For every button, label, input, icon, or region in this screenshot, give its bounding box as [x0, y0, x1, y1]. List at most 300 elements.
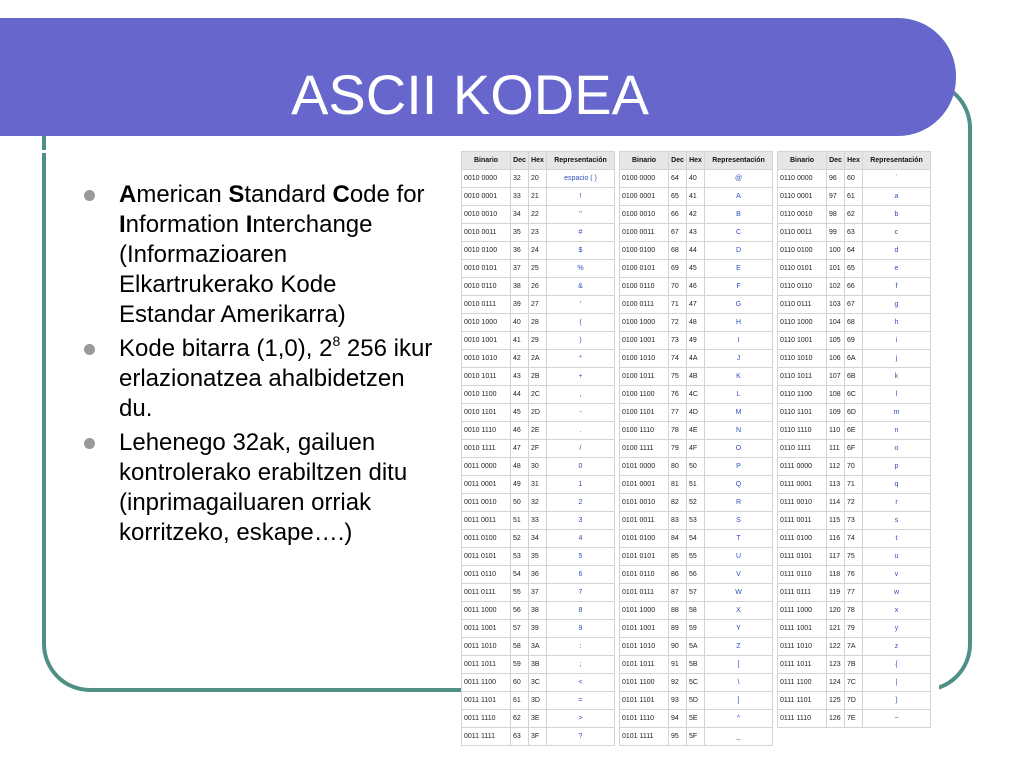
table-row	[462, 422, 931, 440]
code-cell: 93	[669, 692, 687, 710]
code-cell: 64	[669, 170, 687, 188]
representation-cell: b	[863, 206, 931, 224]
code-cell: 71	[845, 476, 863, 494]
code-cell: 3E	[529, 710, 547, 728]
bullet-dot-icon	[84, 190, 95, 201]
code-cell: 43	[511, 368, 529, 386]
representation-cell: /	[547, 440, 615, 458]
code-cell: 81	[669, 476, 687, 494]
code-cell: 0110 1010	[778, 350, 827, 368]
bullet-text: S	[228, 181, 245, 208]
representation-cell: G	[705, 296, 773, 314]
code-cell: 0010 0000	[462, 170, 511, 188]
code-cell: 0101 1011	[620, 656, 669, 674]
representation-cell: &	[547, 278, 615, 296]
code-cell: 0110 1111	[778, 440, 827, 458]
code-cell: 60	[511, 674, 529, 692]
code-cell: 114	[827, 494, 845, 512]
representation-cell: 0	[547, 458, 615, 476]
code-cell: 0100 0100	[620, 242, 669, 260]
code-cell: 122	[827, 638, 845, 656]
code-cell: 99	[827, 224, 845, 242]
code-cell: 51	[511, 512, 529, 530]
code-cell: 44	[687, 242, 705, 260]
representation-cell: g	[863, 296, 931, 314]
code-cell: 70	[845, 458, 863, 476]
code-cell: 21	[529, 188, 547, 206]
code-cell: 69	[669, 260, 687, 278]
code-cell: 47	[511, 440, 529, 458]
code-cell: 0100 1001	[620, 332, 669, 350]
code-cell: 0101 1110	[620, 710, 669, 728]
representation-cell: }	[863, 692, 931, 710]
code-cell: 101	[827, 260, 845, 278]
code-cell: 0101 0010	[620, 494, 669, 512]
representation-cell: (	[547, 314, 615, 332]
code-cell: 50	[687, 458, 705, 476]
code-cell: 124	[827, 674, 845, 692]
representation-cell: F	[705, 278, 773, 296]
code-cell: 6C	[845, 386, 863, 404]
table-row	[462, 314, 931, 332]
code-cell: 0110 1000	[778, 314, 827, 332]
table-header-row	[462, 152, 931, 170]
code-cell: 0110 1011	[778, 368, 827, 386]
code-cell: 0110 0100	[778, 242, 827, 260]
code-cell: 0010 1110	[462, 422, 511, 440]
bullet-item	[84, 180, 434, 330]
code-cell: 0010 0011	[462, 224, 511, 242]
code-cell: 7B	[845, 656, 863, 674]
code-cell: 30	[529, 458, 547, 476]
code-cell: 0111 0000	[778, 458, 827, 476]
column-header: Hex	[845, 152, 863, 170]
table-row	[462, 278, 931, 296]
table-row	[462, 404, 931, 422]
code-cell: 0100 0111	[620, 296, 669, 314]
empty-cell	[827, 728, 845, 746]
representation-cell: t	[863, 530, 931, 548]
code-cell: 0101 1111	[620, 728, 669, 746]
bullet-dot-icon	[84, 438, 95, 449]
code-cell: 0111 1100	[778, 674, 827, 692]
code-cell: 53	[511, 548, 529, 566]
bullet-text: ode for	[349, 181, 425, 208]
representation-cell: j	[863, 350, 931, 368]
table-row	[462, 674, 931, 692]
representation-cell: \	[705, 674, 773, 692]
code-cell: 45	[687, 260, 705, 278]
bullet-text: I	[245, 211, 253, 238]
table-row	[462, 458, 931, 476]
representation-cell: +	[547, 368, 615, 386]
representation-cell: "	[547, 206, 615, 224]
code-cell: 35	[511, 224, 529, 242]
code-cell: 74	[669, 350, 687, 368]
code-cell: 90	[669, 638, 687, 656]
code-cell: 0101 1100	[620, 674, 669, 692]
representation-cell: q	[863, 476, 931, 494]
code-cell: 118	[827, 566, 845, 584]
code-cell: 47	[687, 296, 705, 314]
representation-cell: l	[863, 386, 931, 404]
code-cell: 29	[529, 332, 547, 350]
code-cell: 121	[827, 620, 845, 638]
code-cell: 0011 1101	[462, 692, 511, 710]
bullet-text: 256 ikur erlazionatzea ahalbidetzen du.	[119, 335, 433, 422]
code-cell: 37	[511, 260, 529, 278]
table-row	[462, 566, 931, 584]
representation-cell: i	[863, 332, 931, 350]
representation-cell: a	[863, 188, 931, 206]
code-cell: 62	[511, 710, 529, 728]
code-cell: 0011 1011	[462, 656, 511, 674]
empty-cell	[863, 728, 931, 746]
code-cell: 0010 0111	[462, 296, 511, 314]
code-cell: 0011 1111	[462, 728, 511, 746]
representation-cell: U	[705, 548, 773, 566]
code-cell: 75	[669, 368, 687, 386]
code-cell: 32	[529, 494, 547, 512]
code-cell: 0011 1110	[462, 710, 511, 728]
code-cell: 0010 1010	[462, 350, 511, 368]
representation-cell: |	[863, 674, 931, 692]
code-cell: 126	[827, 710, 845, 728]
representation-cell: ,	[547, 386, 615, 404]
table-row	[462, 638, 931, 656]
representation-cell: :	[547, 638, 615, 656]
bullet-text: A	[119, 181, 137, 208]
code-cell: 49	[687, 332, 705, 350]
representation-cell: .	[547, 422, 615, 440]
code-cell: 0101 0110	[620, 566, 669, 584]
code-cell: 5E	[687, 710, 705, 728]
code-cell: 35	[529, 548, 547, 566]
code-cell: 41	[687, 188, 705, 206]
representation-cell: '	[547, 296, 615, 314]
representation-cell: z	[863, 638, 931, 656]
code-cell: 40	[687, 170, 705, 188]
code-cell: 0010 1101	[462, 404, 511, 422]
representation-cell: m	[863, 404, 931, 422]
empty-cell	[845, 728, 863, 746]
code-cell: 0110 0011	[778, 224, 827, 242]
table-row	[462, 728, 931, 746]
representation-cell: h	[863, 314, 931, 332]
representation-cell: o	[863, 440, 931, 458]
code-cell: 5A	[687, 638, 705, 656]
code-cell: 72	[669, 314, 687, 332]
representation-cell: [	[705, 656, 773, 674]
code-cell: 0010 1111	[462, 440, 511, 458]
representation-cell: M	[705, 404, 773, 422]
code-cell: 79	[669, 440, 687, 458]
table-row	[462, 332, 931, 350]
code-cell: 42	[511, 350, 529, 368]
representation-cell: 7	[547, 584, 615, 602]
code-cell: 83	[669, 512, 687, 530]
code-cell: 0011 0110	[462, 566, 511, 584]
column-header: Representación	[705, 152, 773, 170]
table-row	[462, 188, 931, 206]
code-cell: 61	[845, 188, 863, 206]
code-cell: 6A	[845, 350, 863, 368]
representation-cell: R	[705, 494, 773, 512]
code-cell: 0110 0111	[778, 296, 827, 314]
code-cell: 84	[669, 530, 687, 548]
code-cell: 92	[669, 674, 687, 692]
code-cell: 3A	[529, 638, 547, 656]
code-cell: 5C	[687, 674, 705, 692]
representation-cell: ~	[863, 710, 931, 728]
representation-cell: u	[863, 548, 931, 566]
code-cell: 74	[845, 530, 863, 548]
code-cell: 0110 0001	[778, 188, 827, 206]
code-cell: 44	[511, 386, 529, 404]
table-row	[462, 710, 931, 728]
code-cell: 28	[529, 314, 547, 332]
table-row	[462, 512, 931, 530]
representation-cell: w	[863, 584, 931, 602]
code-cell: 0111 1110	[778, 710, 827, 728]
code-cell: 27	[529, 296, 547, 314]
code-cell: 26	[529, 278, 547, 296]
representation-cell: d	[863, 242, 931, 260]
representation-cell: V	[705, 566, 773, 584]
code-cell: 0011 1001	[462, 620, 511, 638]
code-cell: 59	[687, 620, 705, 638]
representation-cell: k	[863, 368, 931, 386]
code-cell: 0101 0000	[620, 458, 669, 476]
code-cell: 0111 1001	[778, 620, 827, 638]
code-cell: 64	[845, 242, 863, 260]
code-cell: 72	[845, 494, 863, 512]
table-row	[462, 494, 931, 512]
code-cell: 37	[529, 584, 547, 602]
representation-cell: Y	[705, 620, 773, 638]
code-cell: 7A	[845, 638, 863, 656]
representation-cell: H	[705, 314, 773, 332]
code-cell: 57	[687, 584, 705, 602]
code-cell: 73	[669, 332, 687, 350]
code-cell: 0011 0000	[462, 458, 511, 476]
code-cell: 0101 1000	[620, 602, 669, 620]
code-cell: 0110 1001	[778, 332, 827, 350]
representation-cell: 5	[547, 548, 615, 566]
table-row	[462, 242, 931, 260]
code-cell: 0101 0101	[620, 548, 669, 566]
code-cell: 54	[687, 530, 705, 548]
code-cell: 119	[827, 584, 845, 602]
code-cell: 0110 0101	[778, 260, 827, 278]
bullet-dot-icon	[84, 344, 95, 355]
code-cell: 0010 0110	[462, 278, 511, 296]
code-cell: 0100 1000	[620, 314, 669, 332]
slide-title: ASCII KODEA	[291, 63, 649, 126]
code-cell: 0101 0111	[620, 584, 669, 602]
code-cell: 4C	[687, 386, 705, 404]
code-cell: 0110 1110	[778, 422, 827, 440]
table-row	[462, 296, 931, 314]
code-cell: 23	[529, 224, 547, 242]
code-cell: 65	[669, 188, 687, 206]
code-cell: 53	[687, 512, 705, 530]
table-row	[462, 548, 931, 566]
code-cell: 0100 1101	[620, 404, 669, 422]
code-cell: 0101 1101	[620, 692, 669, 710]
representation-cell: !	[547, 188, 615, 206]
bullet-item	[84, 334, 434, 424]
code-cell: 7C	[845, 674, 863, 692]
code-cell: 115	[827, 512, 845, 530]
code-cell: 0100 0010	[620, 206, 669, 224]
representation-cell: J	[705, 350, 773, 368]
code-cell: 77	[845, 584, 863, 602]
code-cell: 0010 0010	[462, 206, 511, 224]
representation-cell: L	[705, 386, 773, 404]
column-header: Hex	[687, 152, 705, 170]
code-cell: 0101 1010	[620, 638, 669, 656]
code-cell: 0111 0010	[778, 494, 827, 512]
code-cell: 58	[511, 638, 529, 656]
column-header: Hex	[529, 152, 547, 170]
code-cell: 75	[845, 548, 863, 566]
representation-cell: p	[863, 458, 931, 476]
code-cell: 0100 1010	[620, 350, 669, 368]
representation-cell: c	[863, 224, 931, 242]
representation-cell: >	[547, 710, 615, 728]
representation-cell: ^	[705, 710, 773, 728]
code-cell: 0100 1011	[620, 368, 669, 386]
code-cell: 78	[669, 422, 687, 440]
code-cell: 57	[511, 620, 529, 638]
table-row	[462, 440, 931, 458]
code-cell: 87	[669, 584, 687, 602]
code-cell: 76	[845, 566, 863, 584]
representation-cell: D	[705, 242, 773, 260]
code-cell: 2F	[529, 440, 547, 458]
code-cell: 6F	[845, 440, 863, 458]
code-cell: 6E	[845, 422, 863, 440]
code-cell: 56	[687, 566, 705, 584]
code-cell: 3B	[529, 656, 547, 674]
representation-cell: I	[705, 332, 773, 350]
code-cell: 125	[827, 692, 845, 710]
code-cell: 73	[845, 512, 863, 530]
bullet-text: C	[332, 181, 350, 208]
table-row	[462, 584, 931, 602]
column-header: Dec	[669, 152, 687, 170]
code-cell: 39	[529, 620, 547, 638]
code-cell: 60	[845, 170, 863, 188]
bullet-text: tandard	[244, 181, 333, 208]
title-bar	[0, 18, 956, 136]
code-cell: 42	[687, 206, 705, 224]
bullet-text: 8	[332, 333, 341, 349]
representation-cell: 1	[547, 476, 615, 494]
code-cell: 63	[511, 728, 529, 746]
representation-cell: E	[705, 260, 773, 278]
code-cell: 7D	[845, 692, 863, 710]
code-cell: 100	[827, 242, 845, 260]
representation-cell: x	[863, 602, 931, 620]
representation-cell: W	[705, 584, 773, 602]
table-row	[462, 368, 931, 386]
representation-cell: A	[705, 188, 773, 206]
code-cell: 52	[511, 530, 529, 548]
code-cell: 0111 0100	[778, 530, 827, 548]
representation-cell: 8	[547, 602, 615, 620]
code-cell: 102	[827, 278, 845, 296]
code-cell: 0101 1001	[620, 620, 669, 638]
column-header: Binario	[620, 152, 669, 170]
code-cell: 0110 0000	[778, 170, 827, 188]
code-cell: 34	[511, 206, 529, 224]
code-cell: 116	[827, 530, 845, 548]
code-cell: 20	[529, 170, 547, 188]
code-cell: 0011 0101	[462, 548, 511, 566]
representation-cell: X	[705, 602, 773, 620]
code-cell: 4F	[687, 440, 705, 458]
representation-cell: =	[547, 692, 615, 710]
code-cell: 0110 1101	[778, 404, 827, 422]
code-cell: 0111 0111	[778, 584, 827, 602]
code-cell: 0101 0011	[620, 512, 669, 530]
code-cell: 3D	[529, 692, 547, 710]
code-cell: 96	[827, 170, 845, 188]
representation-cell: -	[547, 404, 615, 422]
representation-cell: @	[705, 170, 773, 188]
code-cell: 67	[669, 224, 687, 242]
representation-cell: e	[863, 260, 931, 278]
representation-cell: {	[863, 656, 931, 674]
bullet-text: nformation	[125, 211, 246, 238]
code-cell: 104	[827, 314, 845, 332]
code-cell: 50	[511, 494, 529, 512]
table-row	[462, 620, 931, 638]
code-cell: 5D	[687, 692, 705, 710]
code-cell: 2E	[529, 422, 547, 440]
code-cell: 103	[827, 296, 845, 314]
code-cell: 66	[845, 278, 863, 296]
representation-cell: C	[705, 224, 773, 242]
code-cell: 56	[511, 602, 529, 620]
table-row	[462, 206, 931, 224]
representation-cell: n	[863, 422, 931, 440]
code-cell: 0111 0101	[778, 548, 827, 566]
code-cell: 4A	[687, 350, 705, 368]
code-cell: 6B	[845, 368, 863, 386]
code-cell: 123	[827, 656, 845, 674]
representation-cell: P	[705, 458, 773, 476]
representation-cell: _	[705, 728, 773, 746]
code-cell: 0110 0110	[778, 278, 827, 296]
code-cell: 0100 0011	[620, 224, 669, 242]
code-cell: 46	[687, 278, 705, 296]
table-row	[462, 656, 931, 674]
representation-cell: O	[705, 440, 773, 458]
code-cell: 106	[827, 350, 845, 368]
code-cell: 5B	[687, 656, 705, 674]
representation-cell: f	[863, 278, 931, 296]
code-cell: 31	[529, 476, 547, 494]
code-cell: 0010 1011	[462, 368, 511, 386]
code-cell: 94	[669, 710, 687, 728]
code-cell: 36	[529, 566, 547, 584]
representation-cell: %	[547, 260, 615, 278]
representation-cell: 6	[547, 566, 615, 584]
code-cell: 63	[845, 224, 863, 242]
